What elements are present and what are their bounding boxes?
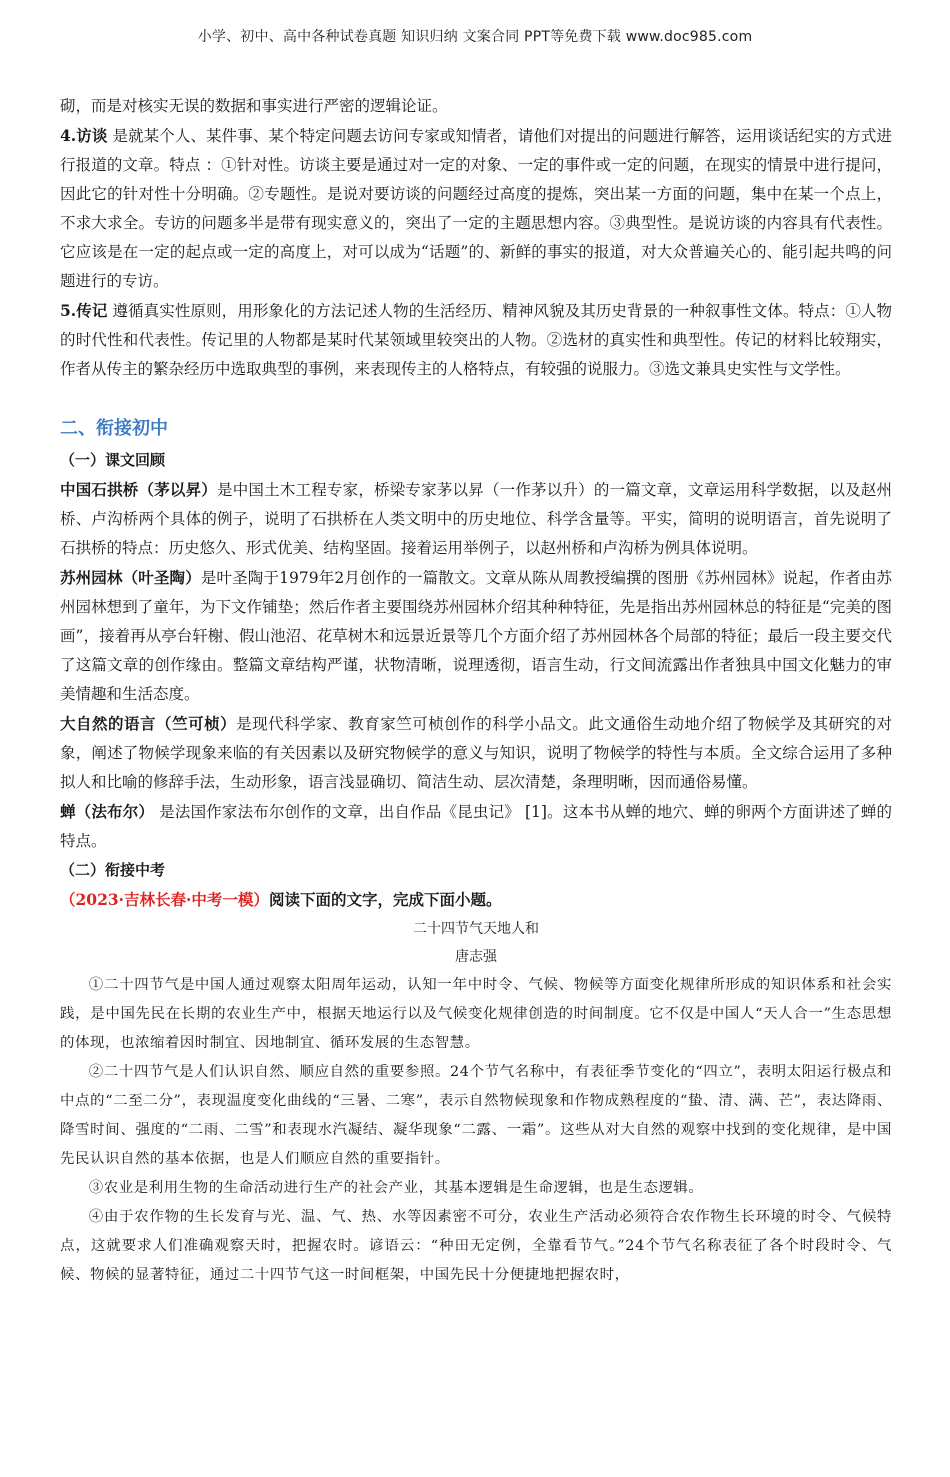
review-item xyxy=(60,475,892,563)
review-item xyxy=(60,709,892,797)
review-item-text: 是中国土木工程专家，桥梁专家茅以昇（一作茅以升）的一篇文章，文章运用科学数据，以及赵州桥、卢沟桥两个具体的例子，说明了石拱桥在人类文明中的历史地位、科学含量等。平实，简明的说明语言，首先说明了石拱桥的特点：历史悠久、形式优美、结构坚固。接着运用举例子，以赵州桥和卢沟桥为例具体说明。 xyxy=(60,481,892,557)
interview-text: 是就某个人、某件事、某个特定问题去访问专家或知情者，请他们对提出的问题进行解答，运用谈话纪实的方式进行报道的文章。特点 ：①针对性。访谈主要是通过对一定的对象、一定的事件或一定的问题，在现实的情景中进行提问，因此它的针对性十分明确。②专题性。是说对要访谈的问题经过高度的提炼，突出某一方面的问题，集中在某一个点上，不求大求全。专访的问题多半是带有现实意义的，突出了一定的主题思想内容。③典型性。是说访谈的内容具有代表性。它应该是在一定的起点或一定的高度上，对可以成为“话题”的、新鲜的事实的报道，对大众普遍关心的、能引起共鸣的问题进行的专访。 xyxy=(60,127,892,290)
passage-paragraph: ③农业是利用生物的生命活动进行生产的社会产业，其基本逻辑是生命逻辑，也是生态逻辑。 xyxy=(88,1180,704,1196)
continued-paragraph: 砌，而是对核实无误的数据和事实进行严密的逻辑论证。 xyxy=(60,97,448,115)
passage-title: 二十四节气天地人和 xyxy=(413,921,539,937)
review-item-term: 蝉（法布尔） xyxy=(60,802,155,821)
interview-paragraph xyxy=(60,121,892,296)
passage-paragraph: ②二十四节气是人们认识自然、顺应自然的重要参照。24个节气名称中，有表征季节变化的“四立”，表明太阳运行极点和中点的“二至二分”，表现温度变化曲线的“三暑、二寒”，表示自然物候现象和作物成熟程度的“蛰、清、满、芒”，表达降雨、降雪时间、强度的“二雨、二雪”和表现水汽凝结、凝华现象“二露、一霜”。这些从对大自然的观察中找到的变化规律，是中国先民认识自然的基本依据，也是人们顺应自然的重要指针。 xyxy=(60,1064,892,1167)
exam-source: （2023·吉林长春·中考一模） xyxy=(60,890,269,909)
review-item-text: 是现代科学家、教育家竺可桢创作的科学小品文。此文通俗生动地介绍了物候学及其研究的对象，阐述了物候学现象来临的有关因素以及研究物候学的意义与知识，说明了物候学的特性与本质。全文综合运用了多种拟人和比喻的修辞手法，生动形象，语言浅显确切、简洁生动、层次清楚，条理明晰，因而通俗易懂。 xyxy=(60,715,892,791)
interview-term: 4.访谈 xyxy=(60,126,108,145)
biography-text: 遵循真实性原则，用形象化的方法记述人物的生活经历、精神风貌及其历史背景的一种叙事性文体。特点：①人物的时代性和代表性。传记里的人物都是某时代某领域里较突出的人物。②选材的真实性和典型性。传记的材料比较翔实，作者从传主的繁杂经历中选取典型的事例，来表现传主的人格特点，有较强的说服力。③选文兼具史实性与文学性。 xyxy=(60,302,892,378)
subsection-title-exam: （二）衔接中考 xyxy=(60,861,166,879)
subsection-title-review: （一）课文回顾 xyxy=(60,451,166,469)
review-item-term: 苏州园林（叶圣陶） xyxy=(60,568,201,587)
passage-author: 唐志强 xyxy=(455,949,497,965)
review-item-text: 是法国作家法布尔创作的文章，出自作品《昆虫记》 [1]。这本书从蝉的地穴、蝉的卵两个方面讲述了蝉的特点。 xyxy=(60,803,892,850)
review-item-term: 大自然的语言（竺可桢） xyxy=(60,714,237,733)
exam-instruction: 阅读下面的文字，完成下面小题。 xyxy=(268,890,502,909)
review-item xyxy=(60,797,892,856)
biography-term: 5.传记 xyxy=(60,301,108,320)
section-title: 二、衔接初中 xyxy=(60,418,168,439)
review-item xyxy=(60,563,892,709)
page-header: 小学、初中、高中各种试卷真题 知识归纳 文案合同 PPT等免费下载 www.doc985.com xyxy=(197,29,753,45)
review-item-text: 是叶圣陶于1979年2月创作的一篇散文。文章从陈从周教授编撰的图册《苏州园林》说起，作者由苏州园林想到了童年，为下文作铺垫；然后作者主要围绕苏州园林介绍其种种特征，先是指出苏州园林总的特征是“完美的图画”，接着再从亭台轩榭、假山池沼、花草树木和远景近景等几个方面介绍了苏州园林各个局部的特征；最后一段主要交代了这篇文章的创作缘由。整篇文章结构严谨，状物清晰，说理透彻，语言生动，行文间流露出作者独具中国文化魅力的审美情趣和生活态度。 xyxy=(60,569,892,703)
passage-paragraph: ④由于农作物的生长发育与光、温、气、热、水等因素密不可分，农业生产活动必须符合农作物生长环境的时令、气候特点，这就要求人们准确观察天时，把握农时。谚语云：“种田无定例，全靠看节气。”24个节气名称表征了各个时段时令、气候、物候的显著特征，通过二十四节气这一时间框架，中国先民十分便捷地把握农时， xyxy=(60,1209,892,1283)
passage-paragraph: ①二十四节气是中国人通过观察太阳周年运动，认知一年中时令、气候、物候等方面变化规律所形成的知识体系和社会实践，是中国先民在长期的农业生产中，根据天地运行以及气候变化规律创造的时间制度。它不仅是中国人“天人合一”生态思想的体现，也浓缩着因时制宜、因地制宜、循环发展的生态智慧。 xyxy=(60,977,892,1051)
document-body xyxy=(60,92,892,1290)
biography-paragraph xyxy=(60,296,892,384)
exam-question xyxy=(60,885,892,915)
review-item-term: 中国石拱桥（茅以昇） xyxy=(60,480,218,499)
